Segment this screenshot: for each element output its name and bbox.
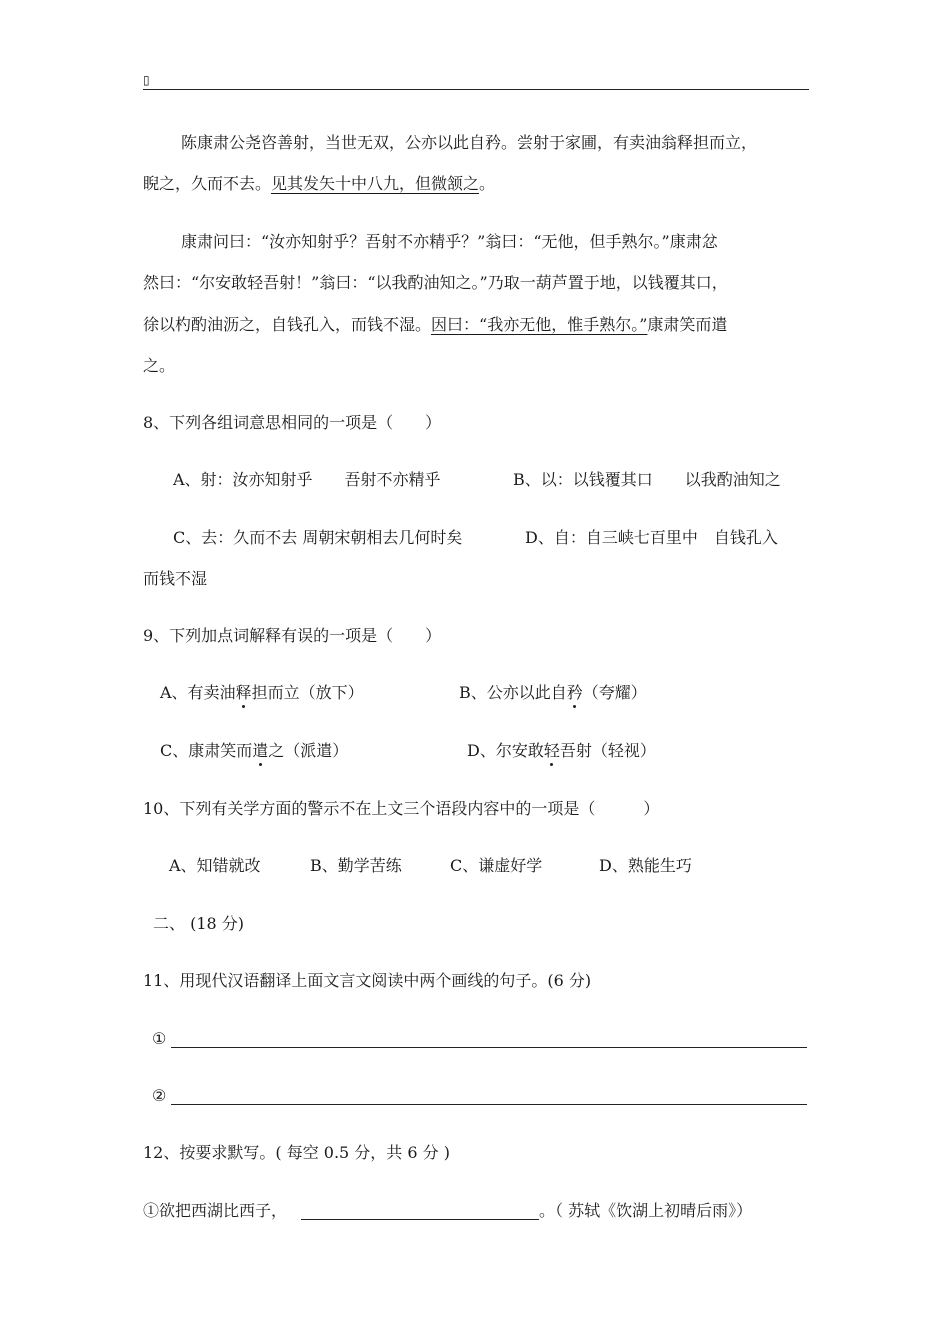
q11-answer-2-number: ② (152, 1086, 167, 1105)
q8-option-d: D、自：自三峡七百里中 自钱孔入 (525, 528, 778, 547)
q9-d-text: 吾射（轻视） (559, 741, 656, 760)
dotted-word-b: 矜 (566, 683, 583, 702)
passage-p2-line4: 之。 (143, 356, 176, 375)
q11-answer-1-line[interactable] (171, 1047, 807, 1048)
passage-p2-line1: 康肃问曰：“汝亦知射乎？吾射不亦精乎？”翁曰：“无他，但手熟尔。”康肃忿 (181, 232, 718, 251)
q9-c-text: C、康肃笑而 (160, 741, 253, 760)
dotted-word-d: 轻 (543, 741, 560, 760)
q9-option-c (160, 741, 348, 761)
passage-p2-line3 (143, 315, 727, 335)
q9-option-d (467, 741, 656, 761)
q11-stem: 11、用现代汉语翻译上面文言文阅读中两个画线的句子。(6 分) (143, 971, 592, 990)
q10-option-a: A、知错就改 (169, 856, 261, 875)
q8-option-b: B、以：以钱覆其口 以我酌油知之 (513, 470, 781, 489)
underlined-sentence-1: 见其发矢十中八九，但微颔之 (271, 174, 480, 193)
q10-stem: 10、下列有关学方面的警示不在上文三个语段内容中的一项是（ ） (143, 799, 660, 818)
q9-a-text: 担而立（放下） (251, 683, 364, 702)
q8-option-a: A、射：汝亦知射乎 吾射不亦精乎 (173, 470, 441, 489)
underlined-sentence-2: 因曰：“我亦无他，惟手熟尔。” (431, 315, 648, 334)
passage-text: 康肃笑而遣 (647, 315, 728, 334)
q11-answer-2-line[interactable] (171, 1104, 807, 1105)
q9-a-text: A、有卖油 (160, 683, 236, 702)
q10-option-d: D、熟能生巧 (599, 856, 692, 875)
q9-option-b (459, 683, 647, 703)
passage-p1-line2 (143, 174, 495, 194)
q12-item1-pre: ①欲把西湖比西子， (143, 1201, 288, 1220)
q8-stem: 8、下列各组词意思相同的一项是（ ） (143, 413, 442, 432)
q10-option-b: B、勤学苦练 (310, 856, 402, 875)
q9-d-text: D、尔安敢 (467, 741, 544, 760)
q9-option-a (160, 683, 364, 703)
dotted-word-a: 释 (235, 683, 252, 702)
dotted-word-c: 遣 (252, 741, 269, 760)
passage-text: 。 (479, 174, 496, 193)
q12-item1-post: 。（ 苏轼《饮湖上初晴后雨》） (539, 1201, 753, 1220)
passage-text: 睨之，久而不去。 (143, 174, 272, 193)
section2-title: 二、 (18 分) (153, 914, 245, 933)
header-rule (143, 89, 809, 90)
passage-text: 徐以杓酌油沥之，自钱孔入，而钱不湿。 (143, 315, 432, 334)
q10-option-c: C、谦虚好学 (450, 856, 543, 875)
q9-b-text: B、公亦以此自 (459, 683, 567, 702)
q12-item1-blank[interactable] (301, 1219, 539, 1220)
q12-stem: 12、按要求默写。( 每空 0.5 分，共 6 分 ) (143, 1143, 450, 1162)
q9-stem: 9、下列加点词解释有误的一项是（ ） (143, 626, 442, 645)
q8-option-d-cont: 而钱不湿 (143, 569, 208, 588)
passage-p1-line1: 陈康肃公尧咨善射，当世无双，公亦以此自矜。尝射于家圃，有卖油翁释担而立， (181, 133, 758, 152)
q9-b-text: （夸耀） (582, 683, 647, 702)
passage-p2-line2: 然曰：“尔安敢轻吾射！”翁曰：“以我酌油知之。”乃取一葫芦置于地，以钱覆其口， (143, 273, 728, 292)
header-mark: ▯ (143, 73, 150, 87)
q9-c-text: 之（派遣） (268, 741, 349, 760)
q8-option-c: C、去：久而不去 周朝宋朝相去几何时矣 (173, 528, 463, 547)
q11-answer-1-number: ① (152, 1029, 167, 1048)
